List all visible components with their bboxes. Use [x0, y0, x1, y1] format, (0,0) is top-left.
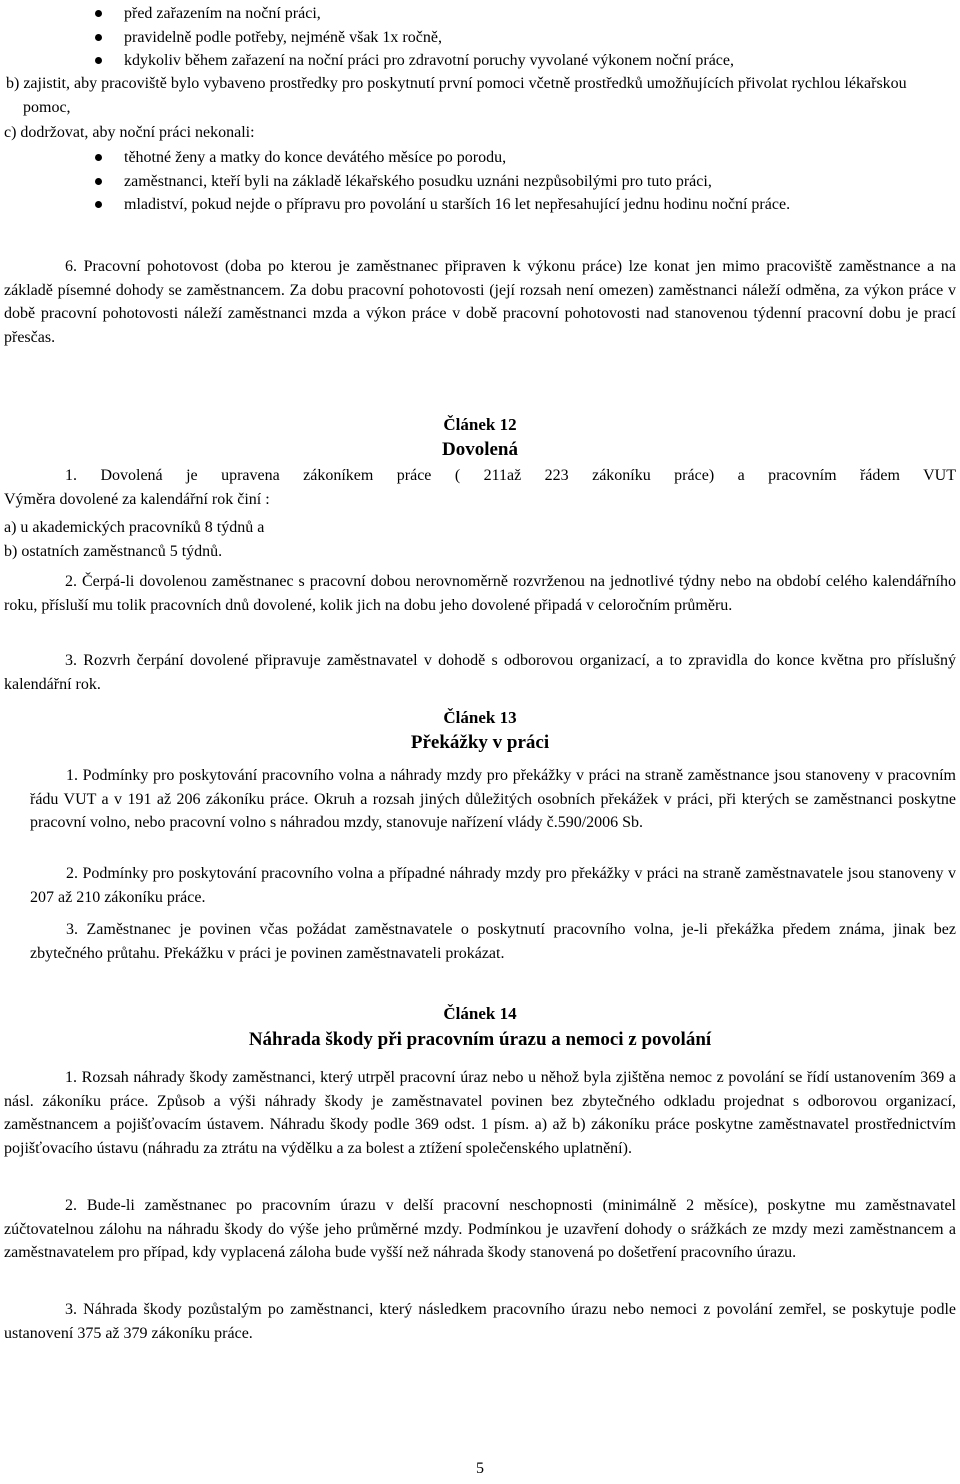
article-12-item-b: b) ostatních zaměstnanců 5 týdnů.: [4, 543, 223, 560]
bullet-icon: [95, 178, 102, 185]
article-12-p3: 3. Rozvrh čerpání dovolené připravuje zaměstnavatel v dohodě s odborovou organizací, a to zpravidla do konce května pro příslušný kalendářní rok.: [4, 652, 956, 693]
list-item: [4, 26, 956, 50]
article-14-p2: 2. Bude-li zaměstnanec po pracovním úrazu v delší pracovní neschopnosti (minimálně 2 měsíce), poskytne mu zaměstnavatel zúčtovatelnou zálohu na náhradu škody do výše jeho průměrné mzdy. Podmínkou je uzavření dohody o srážkách ze mzdy mezi zaměstnancem a zaměstnavatelem pro případ, kdy vyplacená záloha bude vyšší než náhrada škody stanovená po došetření pracovního úrazu.: [4, 1197, 956, 1261]
article-12-p1b: Výměra dovolené za kalendářní rok činí :: [4, 491, 270, 508]
list-item: [4, 2, 956, 26]
list-item-text: zaměstnanci, kteří byli na základě lékařského posudku uznáni nezpůsobilými pro tuto práci,: [124, 172, 712, 190]
list-item-text: před zařazením na noční práci,: [124, 5, 321, 22]
bullet-icon: [95, 34, 102, 41]
item-c: c) dodržovat, aby noční práci nekonali:: [4, 124, 255, 141]
bullet-list-night-work: [4, 146, 956, 217]
article-14-p3: 3. Náhrada škody pozůstalým po zaměstnanci, který následkem pracovního úrazu nebo nemoci z povolání zemřel, se poskytuje podle ustanovení 375 až 379 zákoníku práce.: [4, 1301, 956, 1342]
article-14-title: Náhrada škody při pracovním úrazu a nemoci z povolání: [248, 1029, 712, 1050]
bullet-icon: [95, 201, 102, 208]
list-item-text: pravidelně podle potřeby, nejméně však 1x ročně,: [124, 28, 442, 46]
paragraph-6: 6. Pracovní pohotovost (doba po kterou je zaměstnanec připraven k výkonu práce) lze konat jen mimo pracoviště zaměstnance a na základě písemné dohody se zaměstnancem. Za dobu pracovní pohotovosti (její rozsah není omezen) zaměstnanci náleží odměna, za výkon práce v době pracovní pohotovosti náleží zaměstnanci mzda a výkon práce v době pracovní pohotovosti nad stanovenou týdenní pracovní dobu je prací přesčas.: [4, 258, 956, 346]
bullet-icon: [95, 154, 102, 161]
bullet-list-exams: [4, 2, 956, 73]
article-12-label: Článek 12: [443, 415, 517, 434]
list-item: [4, 49, 956, 73]
article-13-title: Překážky v práci: [410, 732, 550, 753]
page-number: 5: [476, 1460, 484, 1477]
article-13-p2: 2. Podmínky pro poskytování pracovního volna a případné náhrady mzdy pro překážky v práci na straně zaměstnavatele jsou stanoveny v 207 až 210 zákoníku práce.: [30, 865, 956, 906]
article-13-p3: 3. Zaměstnanec je povinen včas požádat zaměstnavatele o poskytnutí pracovního volna, je-li překážka předem známa, jinak bez zbytečného průtahu. Překážku v práci je povinen zaměstnavateli prokázat.: [30, 921, 956, 962]
article-13-label: Článek 13: [443, 708, 517, 727]
article-12-p2: 2. Čerpá-li dovolenou zaměstnanec s pracovní dobou nerovnoměrně rozvrženou na jednotlivé týdny nebo na období celého kalendářního roku, přísluší mu tolik pracovních dnů dovolené, kolik jich na dobu jeho dovolené připadá v celoročním průměru.: [4, 573, 956, 614]
article-12-p1: 1. Dovolená je upravena zákoníkem práce ( 211až 223 zákoníku práce) a pracovním řádem VUT: [65, 467, 956, 484]
article-14-p1: 1. Rozsah náhrady škody zaměstnanci, který utrpěl pracovní úraz nebo u něhož byla zjištěna nemoc z povolání se řídí ustanovením 369 a násl. zákoníku práce. Způsob a výši náhrady škody je zaměstnavatel povinen bez zbytečného odkladu projednat s odborovou organizací, zaměstnancem a pojišťovacím ústavem. Náhradu škody podle 369 odst. 1 písm. a) až b) zákoníku práce poskytne zaměstnavatel prostřednictvím pojišťovacího ústavu (náhradu za ztrátu na výdělku a za bolest a ztížení společenského uplatnění).: [4, 1069, 956, 1157]
list-item-text: mladiství, pokud nejde o přípravu pro povolání u starších 16 let nepřesahující jednu hodinu noční práce.: [124, 196, 791, 213]
list-item: [4, 193, 956, 217]
item-b: b) zajistit, aby pracoviště bylo vybaveno prostředky pro poskytnutí první pomoci včetně prostředků umožňujících přivolat rychlou lékařskou pomoc,: [6, 75, 907, 116]
list-item: [4, 146, 956, 170]
list-item: [4, 170, 956, 194]
list-item-text: těhotné ženy a matky do konce devátého měsíce po porodu,: [124, 149, 507, 166]
article-12-item-a: a) u akademických pracovníků 8 týdnů a: [4, 519, 265, 536]
list-item-text: kdykoliv během zařazení na noční práci pro zdravotní poruchy vyvolané výkonem noční práce,: [124, 52, 734, 69]
article-12-title: Dovolená: [442, 439, 518, 460]
bullet-icon: [95, 10, 102, 17]
article-14-label: Článek 14: [443, 1004, 517, 1023]
article-13-p1: 1. Podmínky pro poskytování pracovního volna a náhrady mzdy pro překážky v práci na straně zaměstnance jsou stanoveny v pracovním řádu VUT a v 191 až 206 zákoníku práce. Okruh a rozsah jiných důležitých osobních překážek v práci, při kterých se zaměstnanci poskytne pracovní volno, nebo pracovní volno s náhradou mzdy, stanovuje nařízení vlády č.590/2006 Sb.: [30, 767, 956, 831]
bullet-icon: [95, 57, 102, 64]
